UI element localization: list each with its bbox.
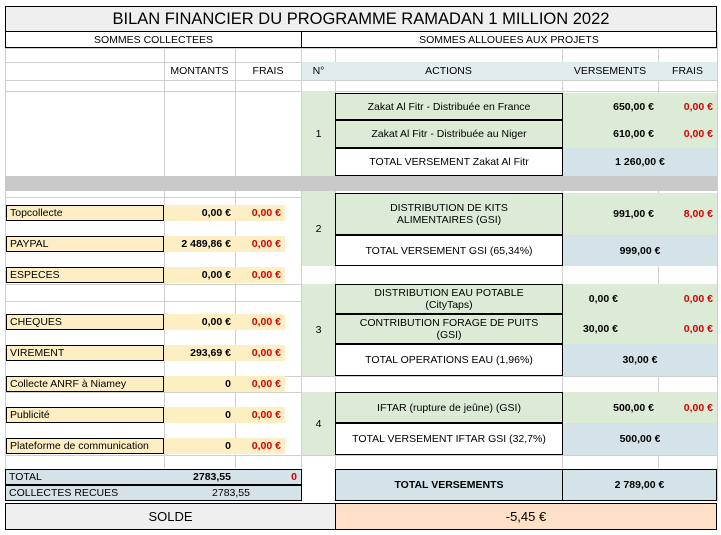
header-versements: VERSEMENTS <box>562 62 658 80</box>
header-actions: ACTIONS <box>335 62 562 80</box>
collecte-label: Collecte ANRF à Niamey <box>6 376 164 392</box>
header-montants: MONTANTS <box>170 65 229 77</box>
action-versement: 991,00 € <box>563 193 658 235</box>
collectes-recues-value: 2783,55 <box>212 487 250 499</box>
total-versements-label: TOTAL VERSEMENTS <box>335 469 563 501</box>
action-versement: 650,00 € <box>563 93 658 120</box>
collectes-recues-label: COLLECTES RECUES <box>9 487 119 499</box>
collecte-frais: 0,00 € <box>235 236 285 252</box>
action-label: DISTRIBUTION EAU POTABLE (CityTaps) <box>335 284 563 314</box>
action-frais: 0,00 € <box>658 93 717 120</box>
projet-num: 4 <box>302 392 335 455</box>
collecte-label: PAYPAL <box>6 236 164 252</box>
total-versements-value: 2 789,00 € <box>562 469 717 501</box>
collecte-montant: 0 <box>164 407 235 423</box>
action-label: CONTRIBUTION FORAGE DE PUITS (GSI) <box>335 314 563 344</box>
action-versement: 30,00 € <box>563 314 658 344</box>
collecte-label: CHEQUES <box>6 314 164 330</box>
collecte-montant: 0,00 € <box>164 314 235 330</box>
solde-label: SOLDE <box>5 503 336 530</box>
total-montant: 2783,55 <box>193 471 231 483</box>
action-frais: 0,00 € <box>658 392 717 423</box>
collecte-montant: 0,00 € <box>164 205 235 221</box>
projet-total-value: 999,00 € <box>563 235 717 266</box>
action-label: DISTRIBUTION DE KITS ALIMENTAIRES (GSI) <box>335 193 563 235</box>
collecte-frais: 0,00 € <box>235 345 285 361</box>
action-label: Zakat Al Fitr - Distribuée en France <box>335 93 563 120</box>
action-label: IFTAR (rupture de jeûne) (GSI) <box>335 392 563 423</box>
total-frais: 0 <box>291 471 297 483</box>
collecte-label: Publicité <box>6 407 164 423</box>
section-header-projets: SOMMES ALLOUEES AUX PROJETS <box>301 31 717 48</box>
collecte-frais: 0,00 € <box>235 205 285 221</box>
action-label: Zakat Al Fitr - Distribuée au Niger <box>335 120 563 148</box>
action-frais: 0,00 € <box>658 314 717 344</box>
projet-total-value: 30,00 € <box>563 344 717 376</box>
collecte-frais: 0,00 € <box>235 314 285 330</box>
total-label: TOTAL <box>9 471 42 483</box>
projet-total-label: TOTAL VERSEMENT Zakat Al Fitr <box>335 148 563 176</box>
collecte-label: Plateforme de communication <box>6 438 164 454</box>
projet-total-label: TOTAL VERSEMENT GSI (65,34%) <box>335 235 563 266</box>
projet-total-value: 1 260,00 € <box>563 148 717 176</box>
collecte-frais: 0,00 € <box>235 376 285 392</box>
section-header-collectes: SOMMES COLLECTEES <box>5 31 302 48</box>
collecte-montant: 0 <box>164 438 235 454</box>
header-frais-right: FRAIS <box>658 62 717 80</box>
projet-num: 2 <box>302 191 335 266</box>
collecte-label: VIREMENT <box>6 345 164 361</box>
collecte-frais: 0,00 € <box>235 438 285 454</box>
action-versement: 0,00 € <box>563 284 658 314</box>
separator-band <box>5 176 717 191</box>
collecte-frais: 0,00 € <box>235 267 285 283</box>
page-title: BILAN FINANCIER DU PROGRAMME RAMADAN 1 MILLION 2022 <box>5 6 717 32</box>
projet-total-value: 500,00 € <box>563 423 717 455</box>
action-frais: 0,00 € <box>658 284 717 314</box>
action-versement: 500,00 € <box>563 392 658 423</box>
collecte-montant: 0,00 € <box>164 267 235 283</box>
collecte-frais: 0,00 € <box>235 407 285 423</box>
collecte-montant: 293,69 € <box>164 345 235 361</box>
header-num: N° <box>302 62 335 80</box>
header-frais-left: FRAIS <box>252 65 284 77</box>
projet-num: 3 <box>302 284 335 376</box>
collecte-montant: 0 <box>164 376 235 392</box>
projet-total-label: TOTAL OPERATIONS EAU (1,96%) <box>335 344 563 376</box>
collecte-label: ESPECES <box>6 267 164 283</box>
action-frais: 0,00 € <box>658 120 717 148</box>
action-frais: 8,00 € <box>658 193 717 235</box>
projet-num: 1 <box>302 91 335 176</box>
collecte-label: Topcollecte <box>6 205 164 221</box>
projet-total-label: TOTAL VERSEMENT IFTAR GSI (32,7%) <box>335 423 563 455</box>
action-versement: 610,00 € <box>563 120 658 148</box>
solde-value: -5,45 € <box>335 503 717 530</box>
collecte-montant: 2 489,86 € <box>164 236 235 252</box>
